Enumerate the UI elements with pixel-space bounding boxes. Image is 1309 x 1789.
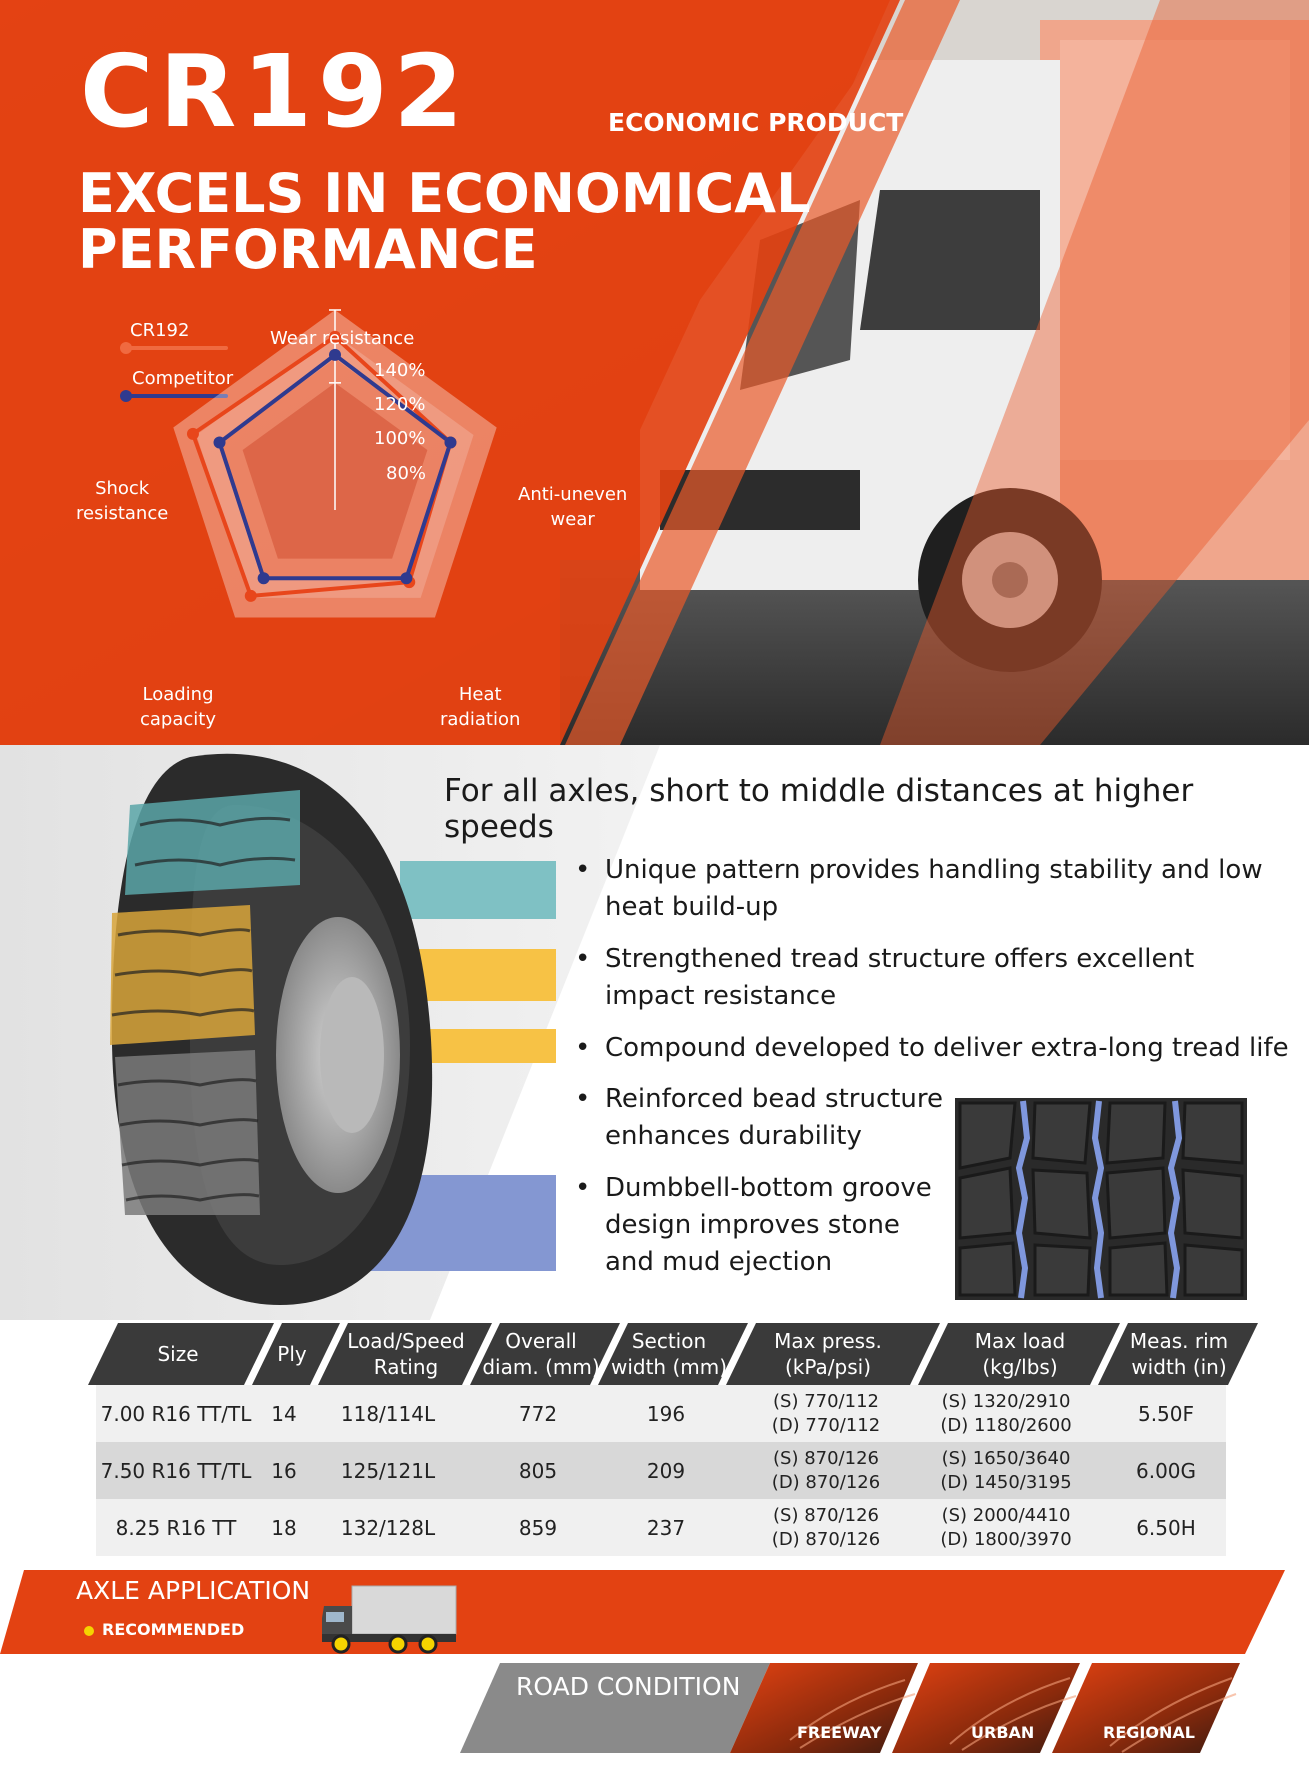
cell-ply: 18 [271,1515,297,1540]
axis-label-anti-line1: Anti-uneven [518,484,628,505]
tire-hub [320,977,384,1133]
recommended-dot-icon [84,1626,94,1636]
axis-label-anti-uneven [518,482,627,532]
cell-load [926,1499,1086,1556]
header-ply: Ply [277,1342,307,1366]
header-overall-diam: Overall diam. (mm) [482,1329,600,1379]
header-max-load: Max load (kg/lbs) [974,1329,1066,1379]
cell-press-s: (S) 870/126 [773,1447,879,1469]
cell-ply: 14 [271,1401,297,1426]
table-row [96,1385,1226,1442]
axis-label-shock-line2: resistance [76,503,169,524]
road-label-freeway: FREEWAY [797,1723,882,1742]
axis-label-loading [140,682,216,732]
cell-load-s: (S) 2000/4410 [941,1504,1071,1526]
band-teal [400,861,556,919]
axis-label-load-line2: capacity [140,709,216,730]
legend-cr192-label: CR192 [130,320,190,341]
cell-width: 237 [646,1515,686,1540]
cell-size: 7.50 R16 TT/TL [100,1458,252,1483]
tread-pattern-image [955,1098,1247,1300]
cell-press-d: (D) 770/112 [771,1414,881,1436]
header-size: Size [157,1342,199,1366]
tick-label-140: 140% [374,360,426,381]
table-row [96,1499,1226,1556]
cell-load [926,1442,1086,1499]
axle-application-banner [0,1566,1309,1656]
headline-line-2: PERFORMANCE [78,218,538,281]
cell-press-s: (S) 870/126 [773,1504,879,1526]
cell-rim: 5.50F [1137,1401,1195,1426]
radar-point-competitor-3 [258,572,270,584]
cell-press [746,1385,906,1442]
cell-press [746,1499,906,1556]
cell-load-speed: 125/121L [340,1458,436,1483]
product-badge: ECONOMIC PRODUCT [608,108,904,137]
axis-label-anti-line2: wear [550,509,595,530]
radar-point-cr192-4 [187,428,199,440]
radar-point-cr192-3 [245,590,257,602]
road-label-regional: REGIONAL [1103,1723,1195,1742]
headline-line-1: EXCELS IN ECONOMICAL [78,162,811,225]
axis-label-wear: Wear resistance [270,328,415,349]
cell-load-d: (D) 1450/3195 [940,1471,1072,1493]
cell-width: 209 [646,1458,686,1483]
tick-label-100: 100% [374,428,426,449]
axis-label-heat [440,682,520,732]
radar-point-competitor-2 [400,572,412,584]
cell-load-s: (S) 1320/2910 [941,1390,1071,1412]
features-section [0,745,1309,1320]
header-rim-width: Meas. rim width (in) [1129,1329,1229,1379]
cell-press [746,1442,906,1499]
axis-label-shock [76,476,168,526]
road-label-urban: URBAN [971,1723,1035,1742]
cell-press-s: (S) 770/112 [773,1390,879,1412]
hero-banner [0,0,1309,745]
tick-label-80: 80% [386,463,427,484]
radar-point-competitor-1 [444,436,456,448]
cell-load [926,1385,1086,1442]
cell-load-s: (S) 1650/3640 [941,1447,1071,1469]
road-condition-banner [0,1660,1309,1755]
cell-diam: 772 [518,1401,558,1426]
axis-label-shock-line1: Shock [95,478,150,499]
cell-diam: 859 [518,1515,558,1540]
cell-diam: 805 [518,1458,558,1483]
cell-load-speed: 132/128L [340,1515,436,1540]
header-load-speed: Load/Speed Rating [347,1329,465,1379]
feature-bullet-1: • Unique pattern provides handling stability and low heat build-up [575,852,1275,926]
table-row [96,1442,1226,1499]
feature-bullet-2: • Strengthened tread structure offers excellent impact resistance [575,941,1275,1015]
road-condition-title: ROAD CONDITION [516,1672,741,1701]
feature-bullet-3: • Compound developed to deliver extra-long tread life [575,1030,1295,1067]
cell-load-speed: 118/114L [340,1401,436,1426]
cell-load-d: (D) 1800/3970 [940,1528,1072,1550]
feature-bullet-5: • Dumbbell-bottom groove design improves stone and mud ejection [575,1170,945,1281]
model-name: CR192 [80,33,470,150]
radar-point-competitor-4 [214,436,226,448]
tagline: For all axles, short to middle distances at higher speeds [444,773,1194,845]
axis-label-load-line1: Loading [142,684,214,705]
axis-label-heat-line1: Heat [458,684,502,705]
feature-bullet-4: • Reinforced bead structure enhances durability [575,1081,945,1155]
cell-size: 8.25 R16 TT [115,1515,237,1540]
legend-competitor-label: Competitor [132,368,234,389]
cell-width: 196 [646,1401,686,1426]
hero-headline [78,162,811,281]
cell-size: 7.00 R16 TT/TL [100,1401,252,1426]
tick-label-120: 120% [374,394,426,415]
cell-ply: 16 [271,1458,297,1483]
header-section-width: Section width (mm) [610,1329,728,1379]
cell-press-d: (D) 870/126 [771,1528,881,1550]
header-max-press: Max press. (kPa/psi) [774,1329,882,1379]
cell-rim: 6.50H [1136,1515,1196,1540]
cell-press-d: (D) 870/126 [771,1471,881,1493]
cell-load-d: (D) 1180/2600 [940,1414,1072,1436]
cell-rim: 6.00G [1135,1458,1197,1483]
axis-label-heat-line2: radiation [440,709,521,730]
recommended-label: RECOMMENDED [102,1620,245,1639]
axle-title: AXLE APPLICATION [76,1576,311,1605]
